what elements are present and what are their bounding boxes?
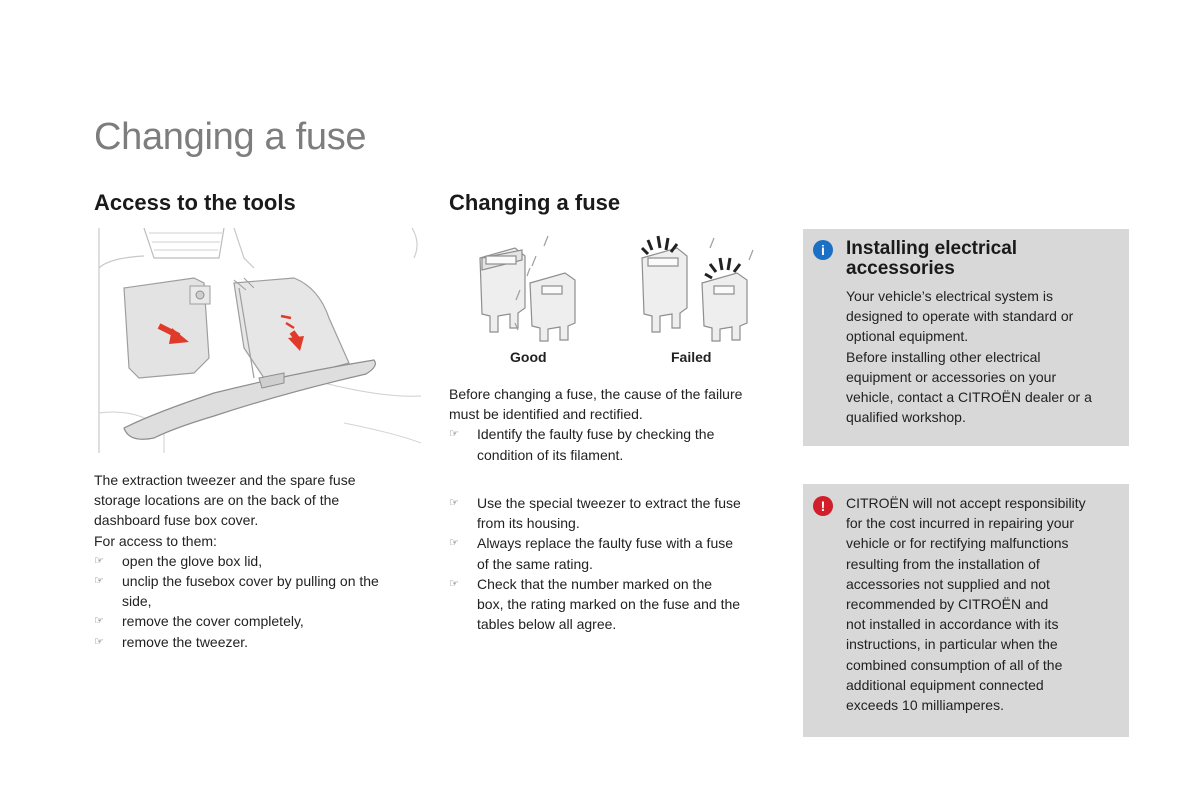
warning-line: CITROËN will not accept responsibility [846, 495, 1086, 511]
info-icon: i [813, 240, 833, 260]
list-item [94, 632, 424, 652]
warning-line: exceeds 10 milliamperes. [846, 697, 1004, 714]
changing-heading: Changing a fuse [449, 190, 621, 215]
warning-line: resulting from the installation of [846, 555, 1040, 572]
fuse-illustration [470, 228, 760, 343]
list-item-text: remove the cover completely, [122, 613, 304, 630]
info-line: equipment or accessories on your [846, 368, 1057, 385]
list-item-text: of the same rating. [477, 555, 593, 572]
info-box-title [846, 239, 1017, 279]
pointing-hand-icon: ☞ [94, 615, 104, 628]
intro-line: Before changing a fuse, the cause of the failure [449, 386, 743, 402]
list-item [449, 574, 789, 635]
list-item [94, 551, 424, 571]
list-item [94, 611, 424, 631]
warning-box [803, 484, 1129, 737]
access-heading: Access to the tools [94, 190, 296, 215]
pointing-hand-icon: ☞ [94, 575, 104, 588]
warning-line: additional equipment connected [846, 676, 1044, 693]
intro-line: must be identified and rectified. [449, 406, 643, 423]
list-item-text: condition of its filament. [477, 446, 624, 463]
list-item [449, 424, 789, 464]
pointing-hand-icon: ☞ [449, 497, 459, 509]
list-item-text: open the glove box lid, [122, 552, 263, 569]
list-item [94, 571, 424, 611]
changing-steps [449, 493, 789, 634]
info-line: vehicle, contact a CITROËN dealer or a [846, 389, 1092, 406]
failed-fuse-icon [642, 236, 753, 341]
info-box [803, 229, 1129, 446]
warning-line: instructions, in particular when the [846, 636, 1058, 653]
list-item-text: remove the tweezer. [122, 633, 249, 650]
warning-line: not installed in accordance with its [846, 616, 1059, 633]
warning-line: vehicle or for rectifying malfunctions [846, 535, 1069, 552]
warning-line: recommended by CITROËN and [846, 596, 1049, 613]
warning-icon: ! [813, 496, 833, 516]
list-item-text: Always replace the faulty fuse with a fuse [477, 535, 734, 552]
pointing-hand-icon: ☞ [449, 428, 459, 441]
info-line: Your vehicle’s electrical system is [846, 288, 1053, 304]
info-line: designed to operate with standard or [846, 308, 1074, 325]
warning-line: for the cost incurred in repairing your [846, 515, 1074, 532]
pointing-hand-icon: ☞ [94, 554, 104, 567]
access-intro: For access to them: [94, 532, 217, 549]
good-label: Good [510, 349, 547, 365]
list-item-text: Use the special tweezer to extract the fuse [477, 495, 741, 511]
list-item-text: Check that the number marked on the [477, 575, 713, 592]
warning-box-text [846, 493, 1126, 715]
list-item-text: unclip the fusebox cover by pulling on the [122, 573, 379, 590]
pointing-hand-icon: ☞ [449, 577, 459, 590]
list-item [449, 533, 789, 573]
info-line: optional equipment. [846, 328, 969, 345]
info-title-line: Installing electrical [846, 238, 1018, 259]
pointing-hand-icon: ☞ [449, 537, 459, 550]
list-item-text: from its housing. [477, 515, 580, 532]
failed-label: Failed [671, 349, 712, 365]
list-item [449, 493, 789, 533]
warning-line: accessories not supplied and not [846, 575, 1050, 592]
list-item-text: Identify the faulty fuse by checking the [477, 426, 715, 443]
list-item-text: box, the rating marked on the fuse and the [477, 596, 741, 613]
changing-intro [449, 384, 789, 465]
page-title: Changing a fuse [94, 116, 367, 158]
glovebox-illustration [94, 228, 421, 458]
info-line: Before installing other electrical [846, 348, 1041, 365]
pointing-hand-icon: ☞ [94, 635, 104, 648]
list-item-text: side, [122, 593, 152, 610]
info-box-text [846, 286, 1126, 427]
info-title-line: accessories [846, 258, 955, 279]
access-text [94, 470, 424, 652]
warning-line: combined consumption of all of the [846, 656, 1063, 673]
info-line: qualified workshop. [846, 409, 966, 426]
access-paragraph: The extraction tweezer and the spare fuse storage locations are on the back of the dashboard fuse box cover. [94, 472, 356, 529]
good-fuse-icon [480, 236, 575, 341]
list-item-text: tables below all agree. [477, 616, 617, 633]
